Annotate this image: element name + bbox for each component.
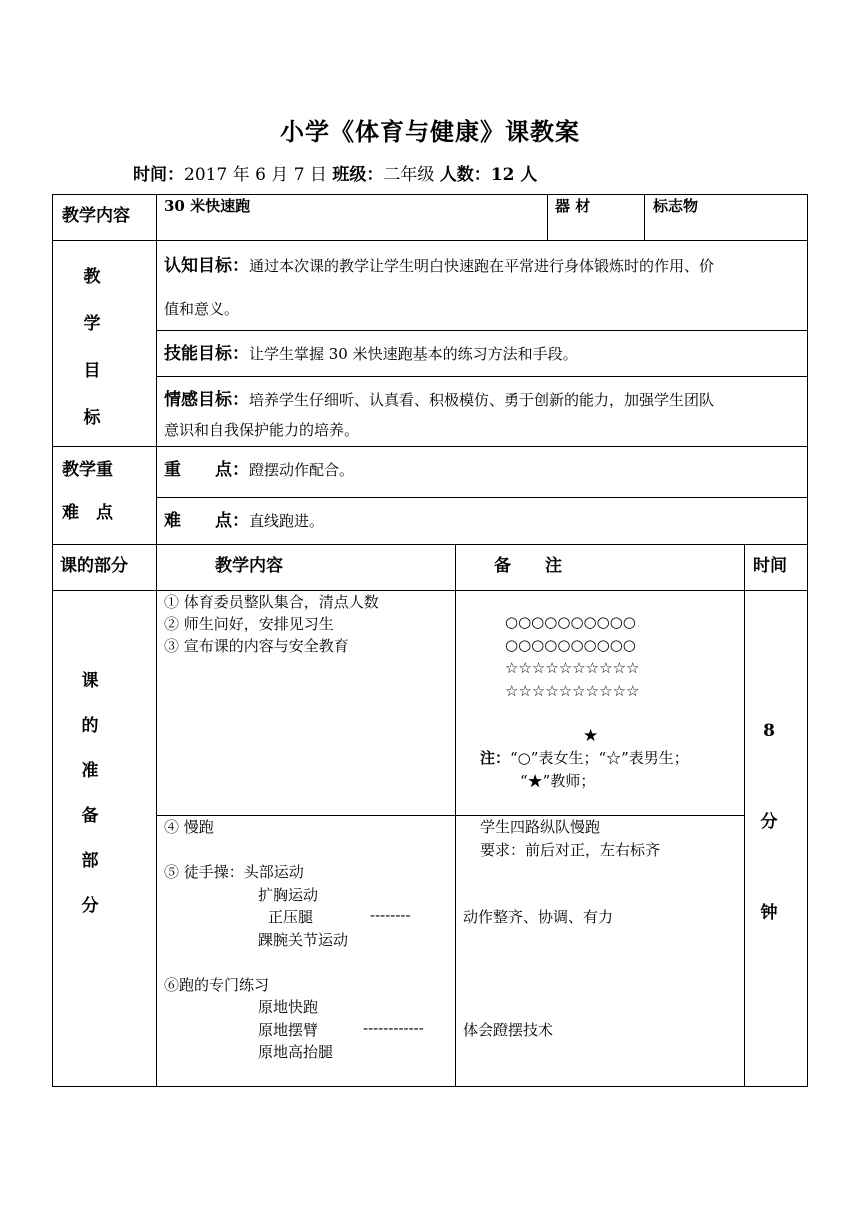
cognitive-goal-label: 认知目标： — [164, 256, 249, 276]
key-label-2: 难 点 — [62, 503, 113, 523]
cognitive-goal — [164, 255, 714, 279]
page-title: 小学《体育与健康》课教案 — [280, 117, 580, 146]
time-label: 时间： — [133, 165, 184, 185]
teacher-star-icon: ★ — [583, 726, 599, 746]
prep-label-char: 准 — [81, 761, 99, 781]
emotion-goal-text: 培养学生仔细听、认真看、积极模仿、勇于创新的能力，加强学生团队 — [249, 391, 715, 409]
formation-diagram — [505, 611, 639, 703]
count-value: 12 人 — [490, 165, 538, 185]
difficult-point — [164, 510, 324, 534]
calisthenics-step: 正压腿 — [268, 908, 314, 926]
goals-label-char: 教 — [83, 267, 101, 287]
emotion-goal — [164, 389, 714, 413]
cognitive-goal-cont: 值和意义。 — [164, 300, 240, 318]
grid-line — [52, 194, 808, 195]
calisthenics-note: 动作整齐、协调、有力 — [463, 908, 614, 926]
prep-part-label — [70, 659, 110, 929]
drill-note: 体会蹬摆技术 — [463, 1021, 554, 1039]
list-item: ① 体育委员整队集合，清点人数 — [164, 593, 379, 611]
prep-label-char: 部 — [81, 851, 99, 871]
calisthenics-step: 踝腕关节运动 — [258, 931, 349, 949]
formation-row: ☆☆☆☆☆☆☆☆☆☆ — [505, 659, 640, 677]
emotion-goal-cont: 意识和自我保护能力的培养。 — [164, 421, 360, 439]
drill-step: 原地摆臂 — [258, 1021, 319, 1039]
prep-label-char: 分 — [81, 896, 99, 916]
header-time: 时间 — [753, 556, 787, 576]
grid-line — [644, 194, 645, 240]
formation-note-prefix: 注： — [480, 749, 511, 767]
goals-label — [72, 254, 112, 442]
calisthenics-step: 扩胸运动 — [258, 886, 319, 904]
item-calisthenics: ⑤ 徒手操：头部运动 — [164, 863, 304, 881]
drill-step: 原地快跑 — [258, 998, 319, 1016]
grid-line — [52, 240, 808, 241]
class-label: 班级： — [332, 165, 384, 185]
content-value: 30 米快速跑 — [164, 197, 251, 215]
difficult-point-label: 难 点： — [164, 511, 249, 531]
item-jog-note-2: 要求：前后对正，左右标齐 — [480, 841, 661, 859]
prep-label-char: 课 — [81, 671, 99, 691]
grid-line — [52, 1086, 808, 1087]
class-value: 二年级 — [383, 165, 435, 185]
grid-line — [744, 544, 745, 1087]
cognitive-goal-text: 通过本次课的教学让学生明白快速跑在平常进行身体锻炼时的作用、价 — [249, 257, 715, 275]
time-unit-char: 钟 — [760, 903, 778, 923]
goals-label-char: 目 — [83, 361, 101, 381]
formation-row: ☆☆☆☆☆☆☆☆☆☆ — [505, 682, 640, 700]
formation-row: ○○○○○○○○○○ — [505, 613, 636, 631]
equipment-value: 标志物 — [653, 197, 699, 215]
goals-label-char: 学 — [83, 314, 101, 334]
prep-time — [749, 686, 789, 959]
content-label: 教学内容 — [62, 206, 130, 226]
list-item: ③ 宣布课的内容与安全教育 — [164, 637, 349, 655]
prep-label-char: 备 — [81, 806, 99, 826]
header-notes: 备 注 — [494, 556, 562, 576]
skill-goal — [164, 343, 578, 367]
drill-step: 原地高抬腿 — [258, 1043, 334, 1061]
count-label: 人数： — [439, 165, 491, 185]
grid-line — [547, 194, 548, 240]
drill-dash: ------------ — [363, 1019, 424, 1037]
header-part: 课的部分 — [60, 556, 128, 576]
grid-line — [156, 497, 808, 498]
prep-label-char: 的 — [81, 716, 99, 736]
grid-line — [52, 194, 53, 1087]
grid-line — [156, 815, 744, 816]
formation-note-line-2: “★”教师； — [520, 772, 596, 790]
item-jog: ④ 慢跑 — [164, 818, 214, 836]
lesson-meta — [133, 160, 537, 185]
grid-line — [156, 330, 808, 331]
item-jog-note-1: 学生四路纵队慢跑 — [480, 818, 601, 836]
grid-line — [52, 544, 808, 545]
skill-goal-text: 让学生掌握 30 米快速跑基本的练习方法和手段。 — [249, 345, 578, 363]
time-value: 8 — [763, 721, 775, 741]
item-running-drills: ⑥跑的专门练习 — [164, 976, 270, 994]
grid-line — [156, 194, 157, 1087]
formation-note — [480, 748, 689, 769]
key-label-1: 教学重 — [62, 460, 113, 480]
grid-line — [156, 376, 808, 377]
emotion-goal-label: 情感目标： — [164, 390, 249, 410]
key-point-label: 重 点： — [164, 460, 249, 480]
skill-goal-label: 技能目标： — [164, 344, 249, 364]
calisthenics-dash: -------- — [370, 906, 411, 924]
list-item: ② 师生问好，安排见习生 — [164, 615, 334, 633]
formation-row: ○○○○○○○○○○ — [505, 636, 636, 654]
header-content: 教学内容 — [215, 556, 283, 576]
goals-label-char: 标 — [83, 408, 101, 428]
key-point-text: 蹬摆动作配合。 — [249, 461, 355, 479]
prep-items-top — [164, 591, 379, 657]
time-value: 2017 年 6 月 7 日 — [184, 165, 327, 185]
grid-line — [807, 194, 808, 1087]
formation-note-line: “○”表女生；“☆”表男生； — [510, 749, 689, 767]
difficult-point-text: 直线跑进。 — [249, 512, 325, 530]
equipment-label: 器 材 — [555, 197, 591, 215]
grid-line — [52, 446, 808, 447]
grid-line — [455, 544, 456, 1087]
time-unit-char: 分 — [760, 812, 778, 832]
key-point — [164, 459, 354, 483]
